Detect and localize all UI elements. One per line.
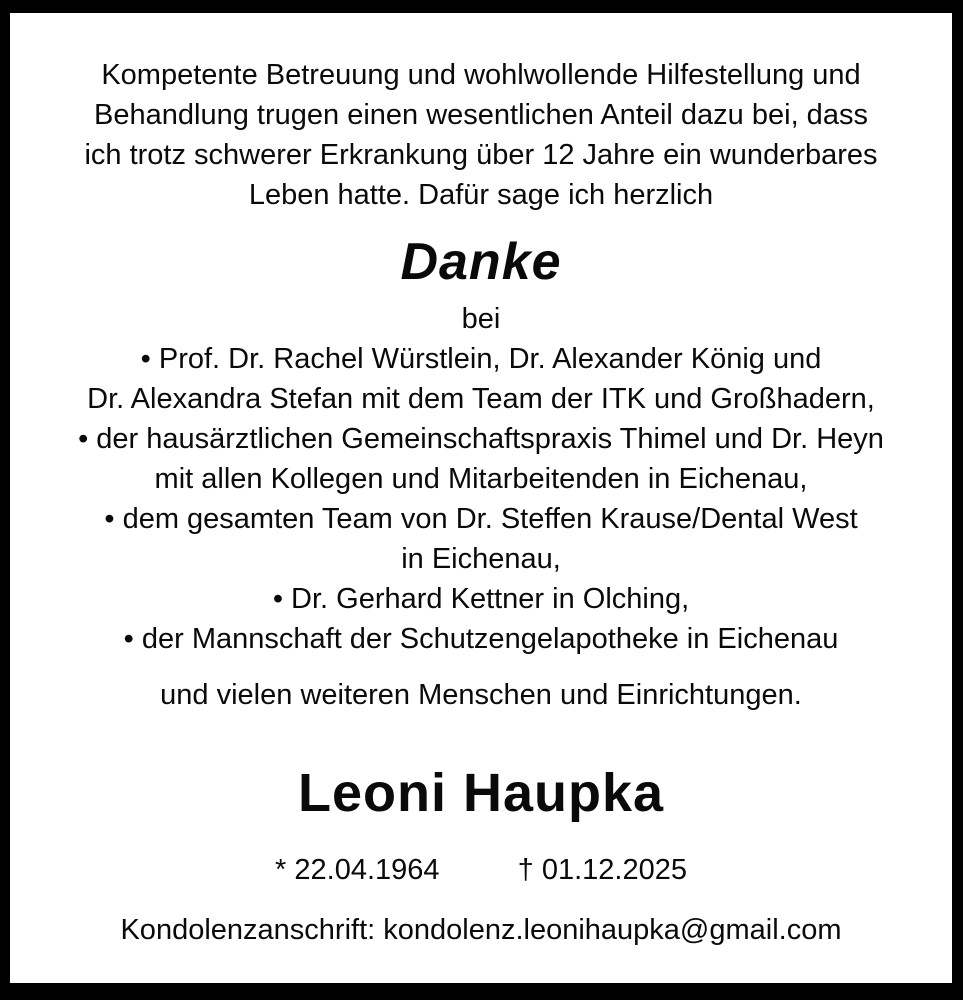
life-dates (10, 850, 952, 890)
thanks-line: • Dr. Gerhard Kettner in Olching, (272, 583, 690, 615)
thanks-list (10, 339, 952, 659)
thanks-line: mit allen Kollegen und Mitarbeitenden in Eichenau, (154, 463, 808, 495)
death-date: † 01.12.2025 (517, 854, 687, 886)
thanks-line: in Eichenau, (401, 543, 561, 575)
thanks-line: Dr. Alexandra Stefan mit dem Team der ITK und Großhadern, (87, 383, 875, 415)
closing-line: und vielen weiteren Menschen und Einrichtungen. (160, 679, 802, 711)
obituary-notice (10, 13, 952, 983)
intro-paragraph (10, 55, 952, 215)
thanks-line: • Prof. Dr. Rachel Würstlein, Dr. Alexander König und (140, 343, 822, 375)
intro-line: ich trotz schwerer Erkrankung über 12 Jahre ein wunderbares (84, 139, 878, 171)
intro-line: Kompetente Betreuung und wohlwollende Hilfestellung und (101, 59, 861, 91)
thanks-line: • der hausärztlichen Gemeinschaftspraxis Thimel und Dr. Heyn (78, 423, 884, 455)
bei-label: bei (461, 303, 501, 335)
thanks-line: • der Mannschaft der Schutzengelapotheke in Eichenau (123, 623, 839, 655)
danke-heading: Danke (400, 233, 562, 291)
condolence-address: Kondolenzanschrift: kondolenz.leonihaupka@gmail.com (120, 914, 842, 946)
thanks-line: • dem gesamten Team von Dr. Steffen Krause/Dental West (104, 503, 858, 535)
intro-line: Behandlung trugen einen wesentlichen Anteil dazu bei, dass (94, 99, 868, 131)
deceased-name: Leoni Haupka (297, 763, 665, 823)
birth-date: * 22.04.1964 (275, 854, 440, 886)
intro-line: Leben hatte. Dafür sage ich herzlich (248, 179, 714, 211)
